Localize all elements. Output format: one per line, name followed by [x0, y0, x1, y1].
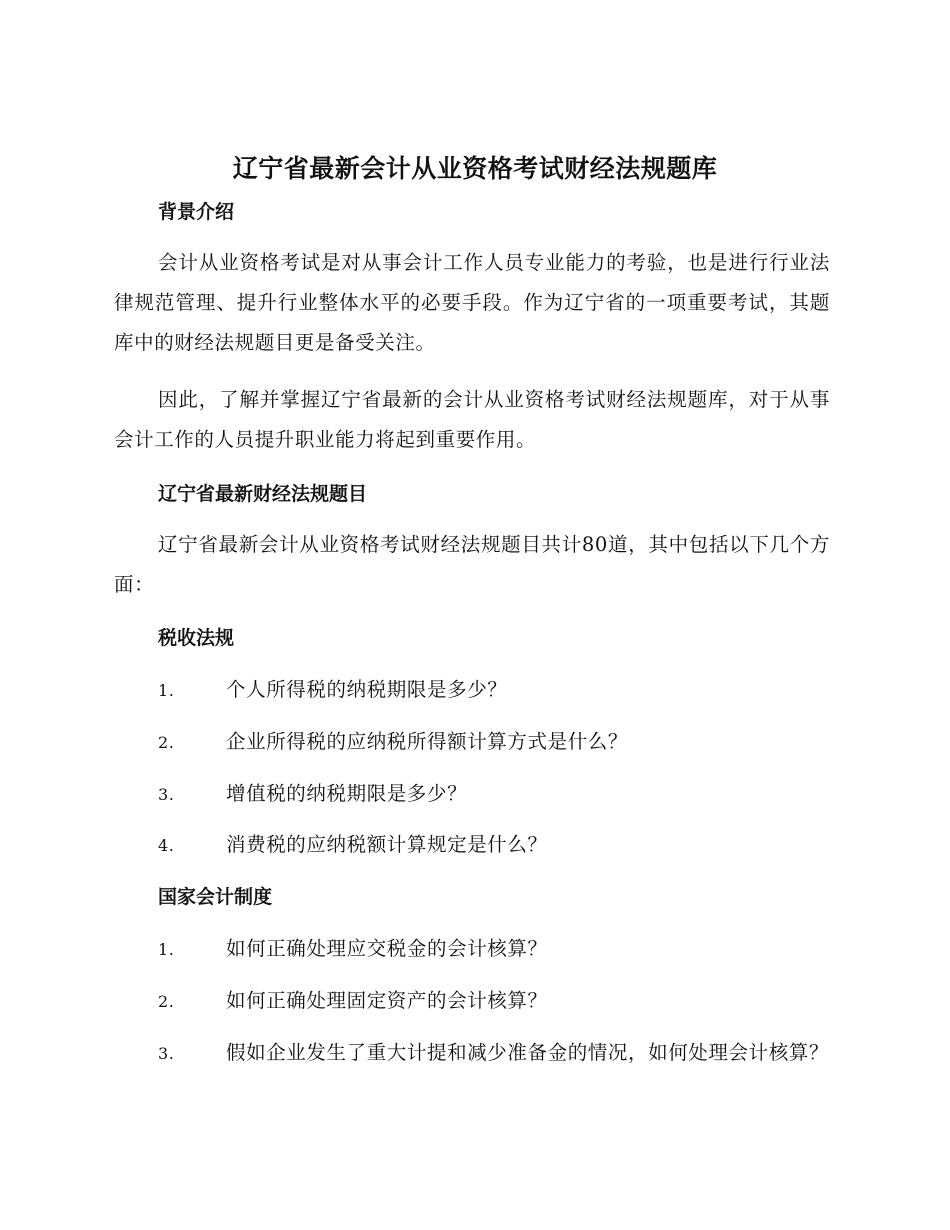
list-item-number: 1.	[158, 940, 175, 959]
list-item-text: 个人所得税的纳税期限是多少？	[226, 678, 508, 701]
list-item-text: 假如企业发生了重大计提和减少准备金的情况，如何处理会计核算？	[226, 1041, 830, 1064]
list-item	[158, 831, 548, 860]
heading-tax-regulations: 税收法规	[158, 627, 235, 649]
list-item	[158, 987, 548, 1016]
questions-intro-paragraph: 辽宁省最新会计从业资格考试财经法规题目共计80道，其中包括以下几个方面：	[114, 533, 830, 596]
list-item-number: 4.	[158, 836, 175, 855]
list-item-number: 2.	[158, 733, 175, 752]
list-item-text: 如何正确处理应交税金的会计核算？	[226, 937, 548, 960]
list-item-text: 企业所得税的应纳税所得额计算方式是什么？	[226, 730, 629, 753]
list-item-number: 3.	[158, 785, 175, 804]
list-item	[158, 676, 507, 705]
list-item	[158, 728, 628, 757]
list-item	[158, 780, 467, 809]
document-title: 辽宁省最新会计从业资格考试财经法规题库	[232, 154, 718, 183]
list-item-text: 消费税的应纳税额计算规定是什么？	[226, 833, 548, 856]
heading-questions: 辽宁省最新财经法规题目	[158, 483, 368, 505]
list-item-text: 如何正确处理固定资产的会计核算？	[226, 989, 548, 1012]
heading-background: 背景介绍	[158, 201, 235, 223]
background-paragraph-2: 因此，了解并掌握辽宁省最新的会计从业资格考试财经法规题库，对于从事会计工作的人员提升职业能力将起到重要作用。	[114, 388, 830, 451]
list-item	[114, 1029, 830, 1078]
heading-accounting-system: 国家会计制度	[158, 886, 273, 908]
background-paragraph-1: 会计从业资格考试是对从事会计工作人员专业能力的考验，也是进行行业法律规范管理、提升行业整体水平的必要手段。作为辽宁省的一项重要考试，其题库中的财经法规题目更是备受关注。	[114, 251, 830, 354]
list-item-number: 3.	[158, 1044, 175, 1063]
list-item-number: 1.	[158, 681, 175, 700]
list-item	[158, 935, 548, 964]
list-item-number: 2.	[158, 992, 175, 1011]
list-item-text: 增值税的纳税期限是多少？	[226, 782, 468, 805]
